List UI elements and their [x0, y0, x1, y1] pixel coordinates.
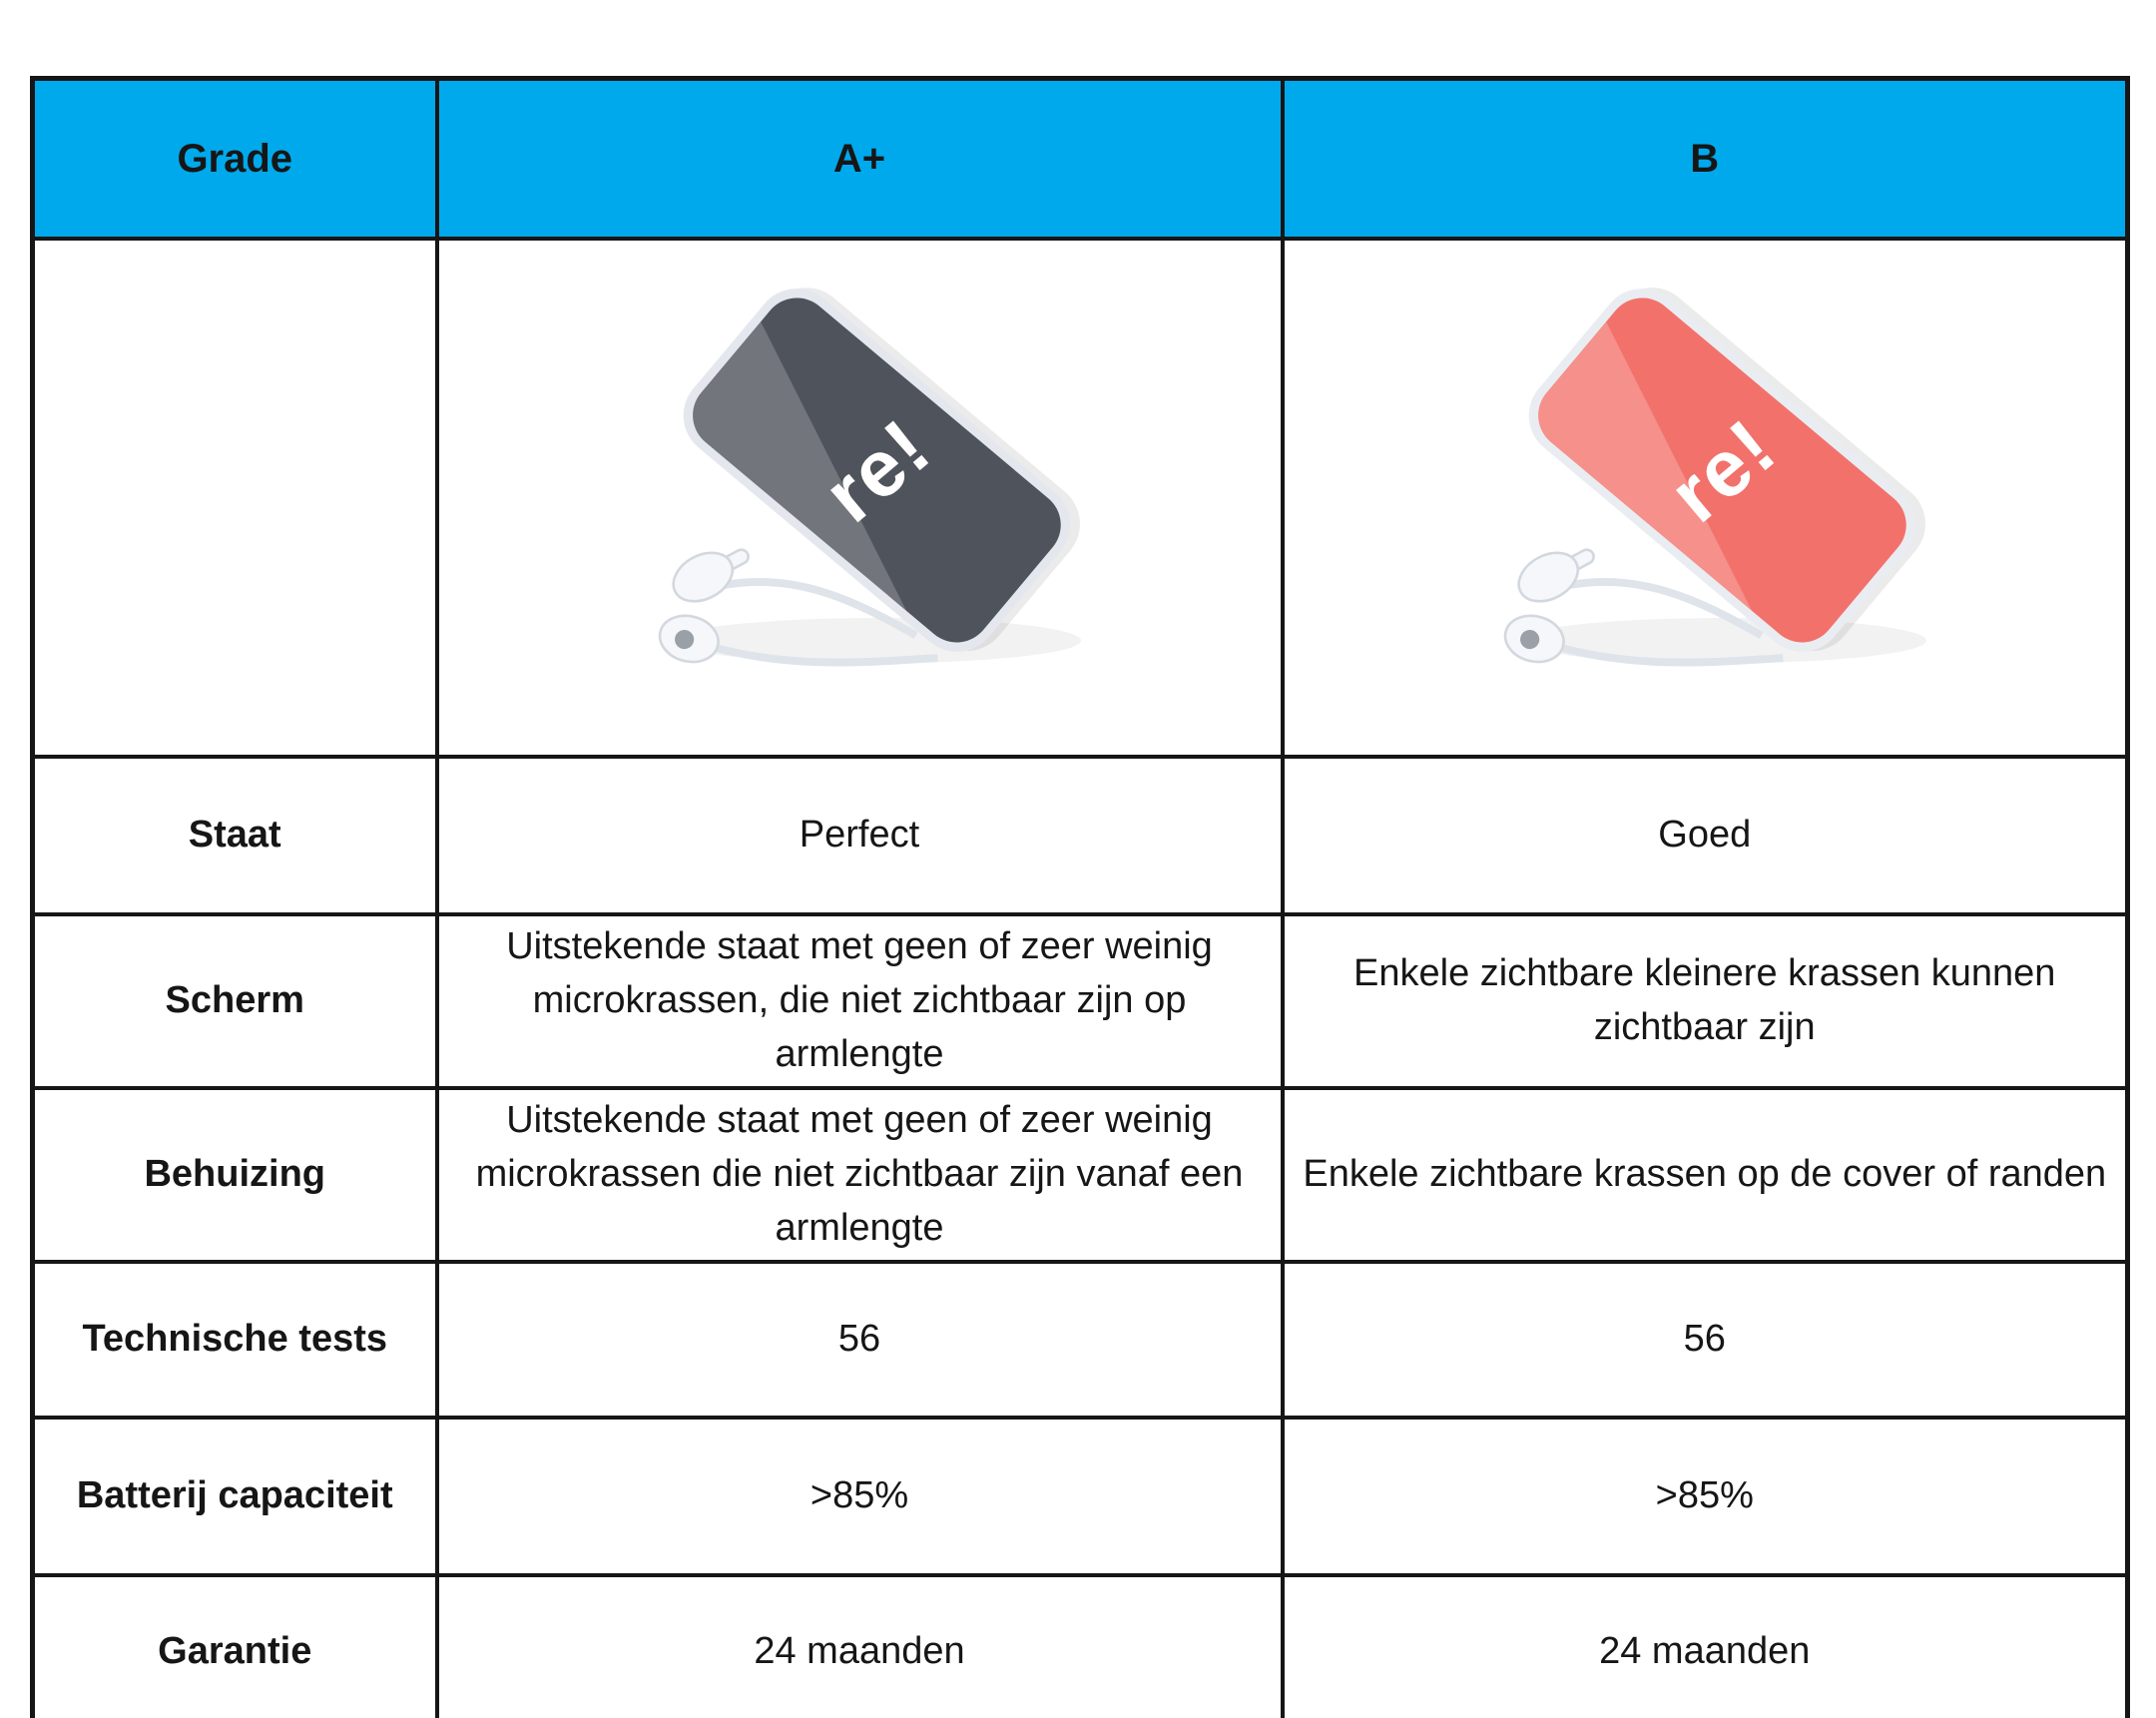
phone-image-cell-a-plus	[437, 239, 1283, 757]
phone-logo-text: re!	[807, 400, 947, 539]
row-label-batterij-capaciteit: Batterij capaciteit	[33, 1418, 437, 1575]
batterij-value-a-plus: >85%	[437, 1418, 1283, 1575]
phone-ground-shadow	[1517, 618, 1925, 663]
phone-b-illustration	[1435, 251, 1974, 730]
grade-comparison-table	[30, 76, 2130, 1718]
behuizing-value-a-plus: Uitstekende staat met geen of zeer weinig microkrassen die niet zichtbaar zijn vanaf een armlengte	[437, 1088, 1283, 1262]
garantie-value-b: 24 maanden	[1283, 1575, 2128, 1718]
technische-tests-value-b: 56	[1283, 1262, 2128, 1418]
technische-tests-value-a-plus: 56	[437, 1262, 1283, 1418]
header-cell-grade: Grade	[33, 79, 437, 240]
row-label-staat: Staat	[33, 757, 437, 914]
row-label-behuizing: Behuizing	[33, 1088, 437, 1262]
header-cell-b: B	[1283, 79, 2128, 240]
behuizing-value-b: Enkele zichtbare krassen op de cover of randen	[1283, 1088, 2128, 1262]
phone-body-group	[1511, 266, 1941, 673]
product-images-row	[33, 239, 2128, 757]
garantie-value-a-plus: 24 maanden	[437, 1575, 1283, 1718]
phone-a-plus-illustration	[590, 251, 1129, 730]
table-row-staat	[33, 757, 2128, 914]
table-row-technische-tests	[33, 1262, 2128, 1418]
phone-b-image	[1435, 251, 1974, 730]
row-label-scherm: Scherm	[33, 914, 437, 1088]
phone-ground-shadow	[673, 618, 1081, 663]
batterij-value-b: >85%	[1283, 1418, 2128, 1575]
row-label-technische-tests: Technische tests	[33, 1262, 437, 1418]
scherm-value-b: Enkele zichtbare kleinere krassen kunnen zichtbaar zijn	[1283, 914, 2128, 1088]
scherm-value-a-plus: Uitstekende staat met geen of zeer weinig microkrassen, die niet zichtbaar zijn op armlengte	[437, 914, 1283, 1088]
table-row-garantie	[33, 1575, 2128, 1718]
phone-image-cell-b	[1283, 239, 2128, 757]
staat-value-a-plus: Perfect	[437, 757, 1283, 914]
table-row-scherm	[33, 914, 2128, 1088]
header-cell-a-plus: A+	[437, 79, 1283, 240]
images-row-empty-cell	[33, 239, 437, 757]
phone-body-group	[667, 266, 1097, 673]
header-row	[33, 79, 2128, 240]
table-row-behuizing	[33, 1088, 2128, 1262]
phone-logo-text: re!	[1651, 400, 1793, 539]
phone-a-plus-image	[590, 251, 1129, 730]
row-label-garantie: Garantie	[33, 1575, 437, 1718]
staat-value-b: Goed	[1283, 757, 2128, 914]
table-row-batterij-capaciteit	[33, 1418, 2128, 1575]
